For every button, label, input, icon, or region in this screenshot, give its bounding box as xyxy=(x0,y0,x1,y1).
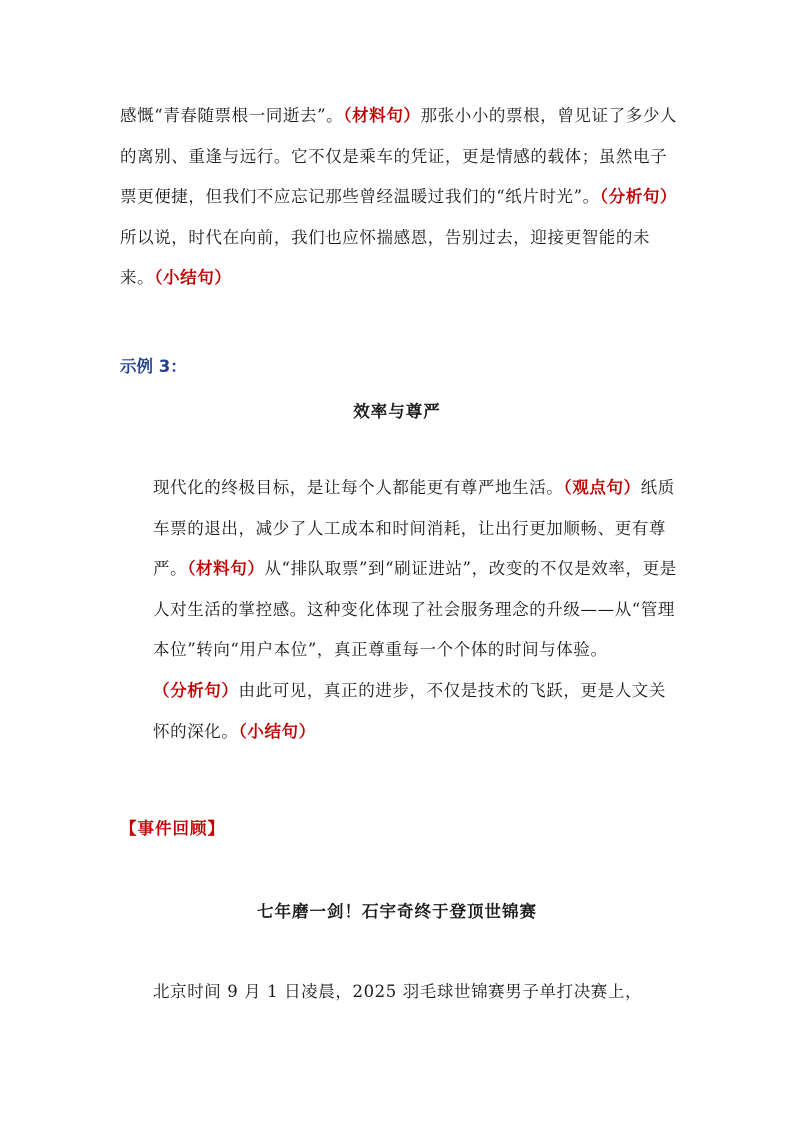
event-body-paragraph: 北京时间 9 月 1 日凌晨，2025 羽毛球世锦赛男子单打决赛上， xyxy=(153,982,643,1001)
paragraph-text: 由此可见，真正的进步，不仅是技术的飞跃，更是人文关怀的深化。 xyxy=(153,680,666,741)
paragraph-text: 感慨“青春随票根一同逝去”。 xyxy=(120,106,344,125)
paragraph-text: 那张小小的票根，曾见证了多少人的离别、重逢与远行。它不仅是乘车的凭证，更是情感的载体；虽然电子票更便捷，但我们不应忘记那些曾经温暖过我们的“纸片时光”。 xyxy=(120,106,678,207)
paragraph-text: 所以说，时代在向前，我们也应怀揣感恩，告别过去，迎接更智能的未来。 xyxy=(120,227,651,288)
paragraph-example3 xyxy=(120,468,680,752)
event-title: 七年磨一剑！石宇奇终于登顶世锦赛 xyxy=(257,902,537,921)
analysis-sentence-tag: （分析句） xyxy=(599,187,678,207)
summary-sentence-tag: （小结句） xyxy=(154,268,232,288)
material-sentence-tag: （材料句） xyxy=(343,106,421,125)
paragraph-text: 从“排队取票”到“刷证进站”，改变的不仅是效率，更是人对生活的掌控感。这种变化体现了社会服务理念的升级——从“管理本位”转向“用户本位”，真正尊重每一个个体的时间与体验。 xyxy=(153,559,677,660)
event-review-heading: 【事件回顾】 xyxy=(120,819,225,838)
paragraph-example2-continued xyxy=(120,96,680,299)
viewpoint-sentence-tag: （观点句） xyxy=(563,478,641,497)
analysis-sentence-tag: （分析句） xyxy=(153,680,239,700)
material-sentence-tag: （材料句） xyxy=(187,559,265,579)
example-3-label: 示例 3： xyxy=(120,357,187,376)
example-3-title: 效率与尊严 xyxy=(353,402,441,421)
summary-sentence-tag: （小结句） xyxy=(238,721,316,741)
paragraph-text: 纸质车票的退出，减少了人工成本和时间消耗，让出行更加顺畅、更有尊严。 xyxy=(153,478,675,579)
paragraph-text: 现代化的终极目标，是让每个人都能更有尊严地生活。 xyxy=(153,478,564,497)
